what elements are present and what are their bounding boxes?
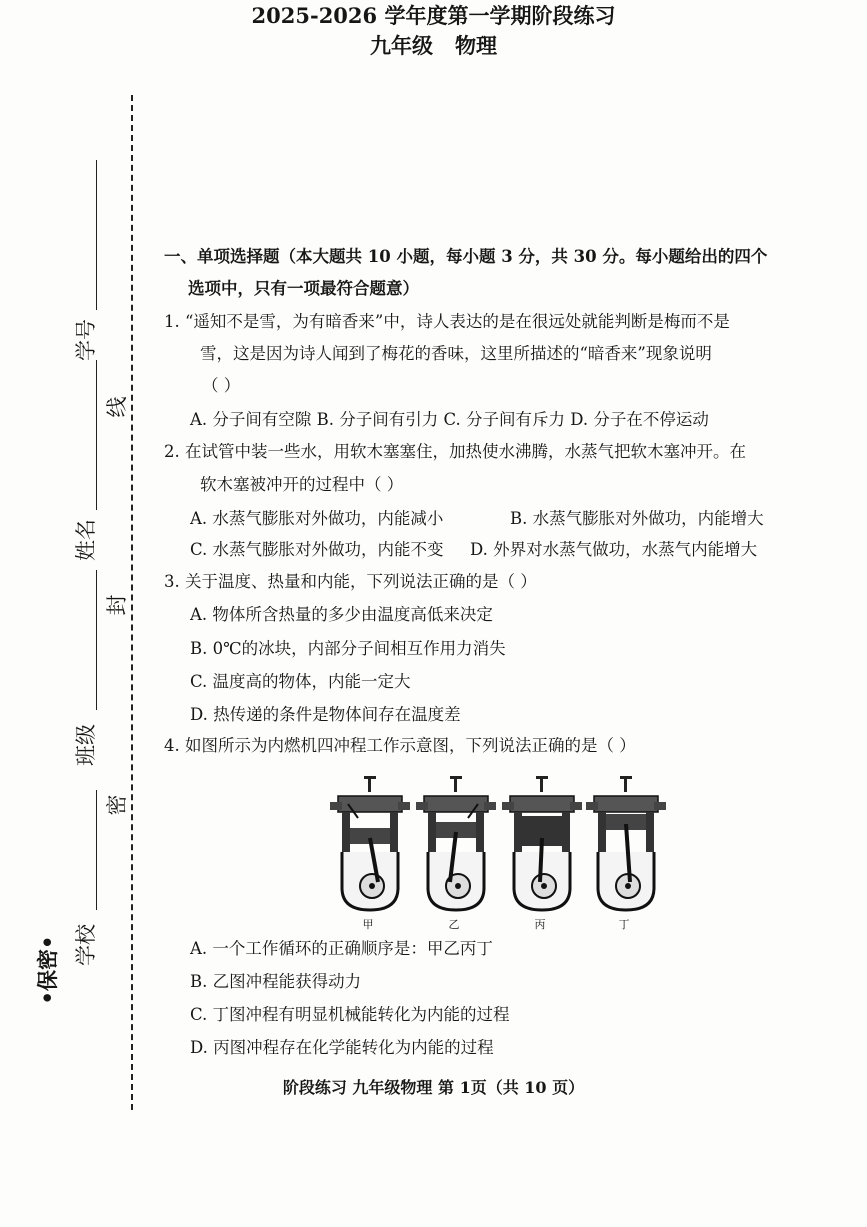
q2-option-b: B. 水蒸气膨胀对外做功，内能增大 xyxy=(510,509,764,528)
q2-option-d: D. 外界对水蒸气做功，水蒸气内能增大 xyxy=(470,540,758,559)
class-label: 班级 xyxy=(74,724,98,766)
student-no-blank-line[interactable] xyxy=(96,160,98,310)
q3-option-b: B. 0℃的冰块，内部分子间相互作用力消失 xyxy=(190,639,506,658)
engine-yi xyxy=(416,776,496,910)
q1-stem-cont: 雪，这是因为诗人闻到了梅花的香味，这里所描述的“暗香来”现象说明 xyxy=(200,344,712,363)
q4-option-c: C. 丁图冲程有明显机械能转化为内能的过程 xyxy=(190,1005,510,1024)
class-blank-line[interactable] xyxy=(96,570,98,710)
seal-xian: 线 xyxy=(105,396,129,418)
q2-stem-cont: 软木塞被冲开的过程中（ ） xyxy=(200,475,404,494)
school-label: 学校 xyxy=(74,924,98,966)
q3-option-c: C. 温度高的物体，内能一定大 xyxy=(190,672,411,691)
section-heading-cont: 选项中，只有一项最符合题意） xyxy=(188,279,419,298)
q2-option-a: A. 水蒸气膨胀对外做功，内能减小 xyxy=(190,509,444,528)
grade-label: 九年级 xyxy=(370,33,433,58)
page-footer: 阶段练习 九年级物理 第 1页（共 10 页） xyxy=(282,1078,585,1097)
q4-option-a: A. 一个工作循环的正确顺序是：甲乙丙丁 xyxy=(190,939,493,958)
engine-stroke-figure xyxy=(320,772,670,930)
subject-label: 物理 xyxy=(455,33,497,58)
q3-stem: 3. 关于温度、热量和内能，下列说法正确的是（ ） xyxy=(164,572,537,591)
seal-dashed-line xyxy=(131,95,133,1110)
exam-title: 2025-2026 学年度第一学期阶段练习 xyxy=(251,3,616,28)
q3-option-d: D. 热传递的条件是物体间存在温度差 xyxy=(190,705,461,724)
q4-stem: 4. 如图所示为内燃机四冲程工作示意图，下列说法正确的是（ ） xyxy=(164,736,636,755)
q4-option-b: B. 乙图冲程能获得动力 xyxy=(190,972,362,991)
q4-option-d: D. 丙图冲程存在化学能转化为内能的过程 xyxy=(190,1038,494,1057)
secret-label: •保密• xyxy=(35,935,60,1005)
name-blank-line[interactable] xyxy=(96,360,98,510)
fig-label-jia: 甲 xyxy=(362,918,374,930)
fig-label-bing: 丙 xyxy=(534,918,546,930)
q2-option-c: C. 水蒸气膨胀对外做功，内能不变 xyxy=(190,540,444,559)
engine-ding xyxy=(586,776,666,910)
q3-option-a: A. 物体所含热量的多少由温度高低来决定 xyxy=(190,605,493,624)
name-label: 姓名 xyxy=(74,519,98,561)
fig-label-yi: 乙 xyxy=(448,918,460,930)
seal-mi: 密 xyxy=(105,794,129,816)
q1-options: A. 分子间有空隙 B. 分子间有引力 C. 分子间有斥力 D. 分子在不停运动 xyxy=(190,410,709,429)
seal-feng: 封 xyxy=(105,594,129,616)
q1-stem: 1. “遥知不是雪，为有暗香来”中，诗人表达的是在很远处就能判断是梅而不是 xyxy=(164,312,730,331)
engine-bing xyxy=(502,776,582,910)
student-no-label: 学号 xyxy=(74,319,98,361)
exam-subtitle xyxy=(0,30,867,60)
section-heading: 一、单项选择题（本大题共 10 小题，每小题 3 分，共 30 分。每小题给出的四个 xyxy=(164,247,768,266)
q2-stem: 2. 在试管中装一些水，用软木塞塞住，加热使水沸腾，水蒸气把软木塞冲开。在 xyxy=(164,442,746,461)
fig-label-ding: 丁 xyxy=(618,918,630,930)
school-blank-line[interactable] xyxy=(96,790,98,910)
q1-answer-blank[interactable]: （ ） xyxy=(202,376,241,395)
engine-jia xyxy=(330,776,410,910)
